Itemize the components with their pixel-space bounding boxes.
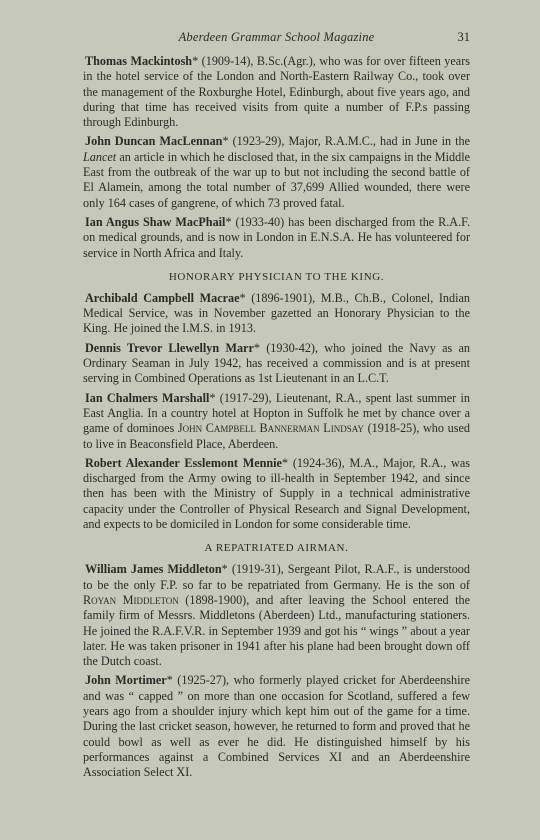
entry-text: (1918-25), who used to live in Beaconsfield Place, Aberdeen.: [83, 421, 470, 451]
entry-text: * (1924-36), M.A., Major, R.A., was discharged from the Army owing to ill-health in September 1942, and since then has been with the Ministry of Supply in a technical administrative capacity under the Controller of Physical Research and Signal Development, and expects to be domiciled in London for some considerable time.: [83, 455, 471, 532]
entry-marshall: [83, 391, 470, 452]
entry-text: * (1896-1901), M.B., Ch.B., Colonel, Indian Medical Service, was in November gazetted an Honorary Physician to the King. He joined the I.M.S. in 1913.: [83, 290, 470, 336]
entry-mortimer: [83, 673, 470, 780]
entry-text: (1898-1900), and after leaving the School entered the family firm of Messrs. Middletons (Aberdeen) Ltd., manufacturing stationers. He joined the R.A.F.V.R. in September 1939 and got his “ wings ” about a year later. He was taken prisoner in 1941 after his plane had been brought down off the Dutch coast.: [83, 592, 470, 669]
entry-name: Archibald Campbell Macrae: [85, 290, 240, 305]
entry-maclennan: [83, 134, 470, 210]
entry-text: * (1930-42), who joined the Navy as an Ordinary Seaman in July 1942, has received a commission and is at present serving in Combined Operations as 1st Lieutenant in an L.C.T.: [83, 340, 470, 386]
page-number: 31: [457, 30, 470, 44]
entry-text: * (1919-31), Sergeant Pilot, R.A.F., is understood to be the only F.P. so far to be repatriated from Germany. He is the son of: [83, 562, 470, 592]
entry-macphail: [83, 215, 470, 261]
entry-name: William James Middleton: [85, 562, 222, 577]
entry-name: John Duncan MacLennan: [85, 134, 223, 149]
entry-mackintosh: [83, 54, 470, 130]
entry-mennie: [83, 456, 470, 532]
entry-name: Robert Alexander Esslemont Mennie: [85, 455, 282, 470]
journal-title: Lancet: [83, 149, 117, 164]
small-caps-name: John Campbell Bannerman Lindsay: [177, 421, 364, 436]
small-caps-name: Royan Middleton: [83, 592, 179, 607]
entry-macrae: [83, 291, 470, 337]
running-head: [83, 30, 470, 48]
entry-name: John Mortimer: [85, 673, 167, 688]
entry-name: Dennis Trevor Llewellyn Marr: [85, 340, 254, 355]
entry-text: * (1909-14), B.Sc.(Agr.), who was for over fifteen years in the hotel service of the London and North-Eastern Railway Co., took over the management of the Roxburghe Hotel, Edinburgh, about five years ago, and during that time has received visits from quite a number of F.P.s passing through Edinburgh.: [83, 54, 470, 130]
entry-name: Thomas Mackintosh: [85, 54, 193, 68]
entry-marr: [83, 341, 470, 387]
entry-middleton: [83, 562, 470, 669]
entry-text: * (1933-40) has been discharged from the R.A.F. on medical grounds, and is now in London in E.N.S.A. He has volunteered for service in North Africa and Italy.: [83, 214, 471, 260]
section-heading-honorary-physician: HONORARY PHYSICIAN TO THE KING.: [168, 270, 385, 283]
entry-name: Ian Chalmers Marshall: [85, 390, 210, 405]
entry-name: Ian Angus Shaw MacPhail: [85, 214, 226, 229]
running-title: Aberdeen Grammar School Magazine: [178, 30, 375, 44]
entry-text: * (1925-27), who formerly played cricket for Aberdeenshire and was “ capped ” on more than one occasion for Scotland, suffered a few years ago from a shoulder injury which kept him out of the game for a time. During the last cricket season, however, he returned to form and proved that he could bowl as well as ever he did. He distinguished himself by his performances against a Combined Services XI and an Aberdeenshire Association Select XI.: [83, 673, 470, 780]
entry-text: * (1923-29), Major, R.A.M.C., had in June in the: [222, 134, 471, 149]
entry-text: * (1917-29), Lieutenant, R.A., spent last summer in East Anglia. In a country hotel at Hopton in Suffolk he met by chance over a game of dominoes: [83, 390, 470, 436]
section-heading-repatriated-airman: A REPATRIATED AIRMAN.: [204, 542, 349, 555]
entry-text: an article in which he disclosed that, in the six campaigns in the Middle East from the outbreak of the war up to but not including the second battle of El Alamein, among the total number of 37,699 Allied wounded, there were only 164 cases of gangrene, of which 73 proved fatal.: [83, 149, 470, 210]
